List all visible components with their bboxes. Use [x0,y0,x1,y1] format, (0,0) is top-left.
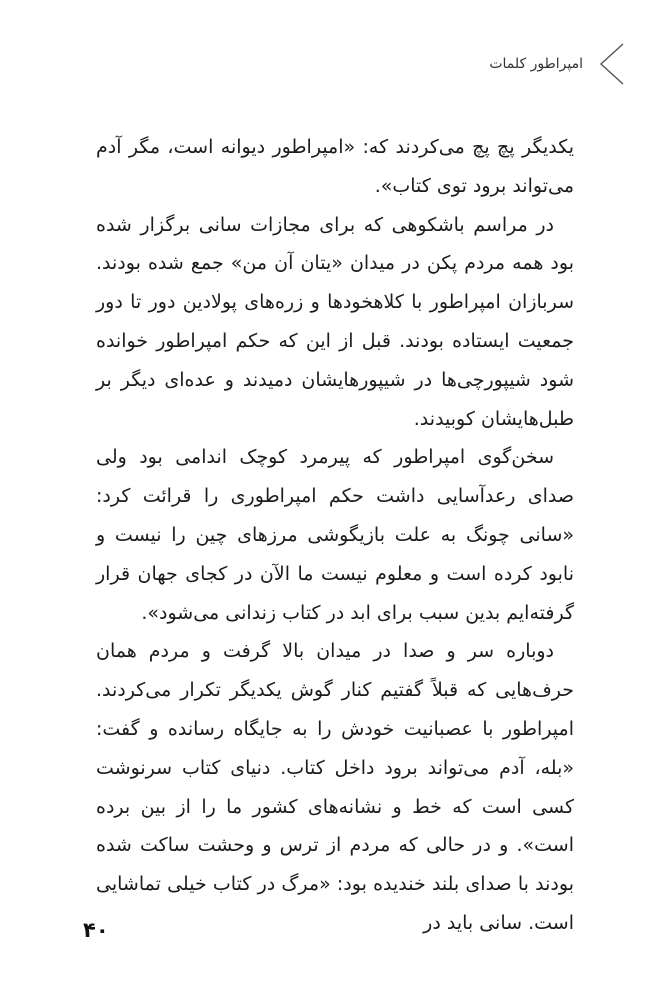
paragraph-4: دوباره سر و صدا در میدان بالا گرفت و مردم همان حرف‌هایی که قبلاً گفتیم کنار گوش یکدیگر تکرار می‌کردند. امپراطور با عصبانیت خودش را به جایگاه رسانده و گفت: «بله، آدم می‌تواند برود داخل کتاب. دنیای کتاب سرنوشت کسی است که خط و نشانه‌های کشور ما را از بین برده است». و در حالی که مردم از ترس و وحشت ساکت شده بودند با صدای بلند خندیده بود: «مرگ در کتاب خیلی تماشایی است. سانی باید در [96,640,574,934]
paragraph-1: یکدیگر پچ پچ می‌کردند که: «امپراطور دیوانه است، مگر آدم می‌تواند برود توی کتاب». [96,136,574,197]
paragraph-2: در مراسم باشکوهی که برای مجازات سانی برگزار شده بود همه مردم پکن در میدان «یتان آن من» جمع شده بودند. سربازان امپراطور با کلاهخودها و زره‌های پولادین دور تا دور جمعیت ایستاده بودند. قبل از این که حکم امپراطور خوانده شود شیپورچی‌ها در شیپورهایشان دمیدند و عده‌ای دیگر بر طبل‌هایشان کوبیدند. [96,213,574,430]
paragraph-3: سخن‌گوی امپراطور که پیرمرد کوچک اندامی بود ولی صدای رعدآسایی داشت حکم امپراطوری را قرائت کرد: «سانی چونگ به علت بازیگوشی مرزهای چین را نیست و نابود کرده است و معلوم نیست ما الآن در کجای جهان قرار گرفته‌ایم بدین سبب برای ابد در کتاب زندانی می‌شود». [96,446,574,624]
body-text [96,128,574,943]
chevron-left-icon [593,40,627,88]
running-header [489,40,627,88]
running-header-title: امپراطور کلمات [489,56,583,72]
page-number: ۴۰ [83,918,109,942]
